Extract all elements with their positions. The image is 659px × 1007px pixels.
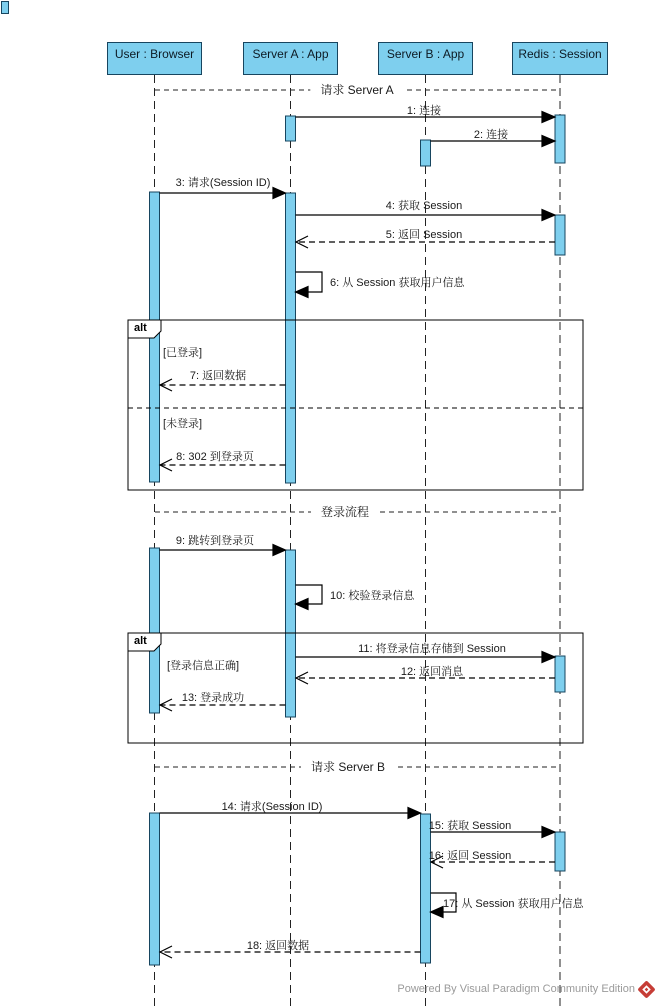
activation-redis-1 <box>555 115 565 163</box>
divider-label-request-server-a: 请求 Server A <box>310 83 403 97</box>
message-8-label: 8: 302 到登录页 <box>176 451 254 463</box>
message-10-arrow <box>296 585 323 610</box>
message-6-arrow <box>296 272 323 298</box>
message-18-label: 18: 返回数据 <box>246 940 310 952</box>
powered-by-watermark: Powered By Visual Paradigm Community Edition <box>397 983 635 995</box>
activation-user-3 <box>150 813 160 965</box>
message-1-label: 1: 连接 <box>406 105 442 117</box>
message-3-label: 3: 请求(Session ID) <box>175 177 271 189</box>
divider-label-login-flow: 登录流程 <box>311 505 379 519</box>
guard-logged-in: [已登录] <box>163 347 203 359</box>
message-6-label: 6: 从 Session 获取用户信息 <box>330 277 465 289</box>
alt-frame-2 <box>128 633 583 743</box>
message-5-label: 5: 返回 Session <box>385 229 463 241</box>
guard-login-info-correct: [登录信息正确] <box>167 660 240 672</box>
message-12-label: 12: 返回消息 <box>400 666 464 678</box>
message-11-label: 11: 将登录信息存储到 Session <box>358 643 506 655</box>
message-7-label: 7: 返回数据 <box>189 370 247 382</box>
message-4-label: 4: 获取 Session <box>385 200 463 212</box>
message-13-label: 13: 登录成功 <box>181 692 245 704</box>
activation-server-b-1 <box>421 140 431 166</box>
message-17-label: 17: 从 Session 获取用户信息 <box>443 898 584 910</box>
lifeline-head-user: User : Browser <box>107 42 202 75</box>
alt-operator-1: alt <box>134 322 147 334</box>
activation-server-b-2 <box>421 814 431 963</box>
activation-server-a-2 <box>286 193 296 483</box>
message-10-label: 10: 校验登录信息 <box>330 590 415 602</box>
activation-redis-2 <box>555 215 565 255</box>
activation-server-a-1 <box>286 116 296 141</box>
activation-redis-3 <box>555 656 565 692</box>
message-14-label: 14: 请求(Session ID) <box>221 801 323 813</box>
message-15-label: 15: 获取 Session <box>428 820 512 832</box>
message-9-label: 9: 跳转到登录页 <box>175 535 255 547</box>
lifeline-head-redis: Redis : Session <box>512 42 608 75</box>
lifeline-head-server-b: Server B : App <box>378 42 473 75</box>
message-2-label: 2: 连接 <box>473 129 509 141</box>
guard-not-logged-in: [未登录] <box>163 418 203 430</box>
visual-paradigm-logo-icon <box>637 980 655 998</box>
alt-operator-2: alt <box>134 635 147 647</box>
activation-user-2 <box>150 548 160 713</box>
activation-redis-4 <box>555 832 565 871</box>
message-16-label: 16: 返回 Session <box>428 850 512 862</box>
divider-label-request-server-b: 请求 Server B <box>301 760 395 774</box>
lifeline-head-server-a: Server A : App <box>243 42 338 75</box>
